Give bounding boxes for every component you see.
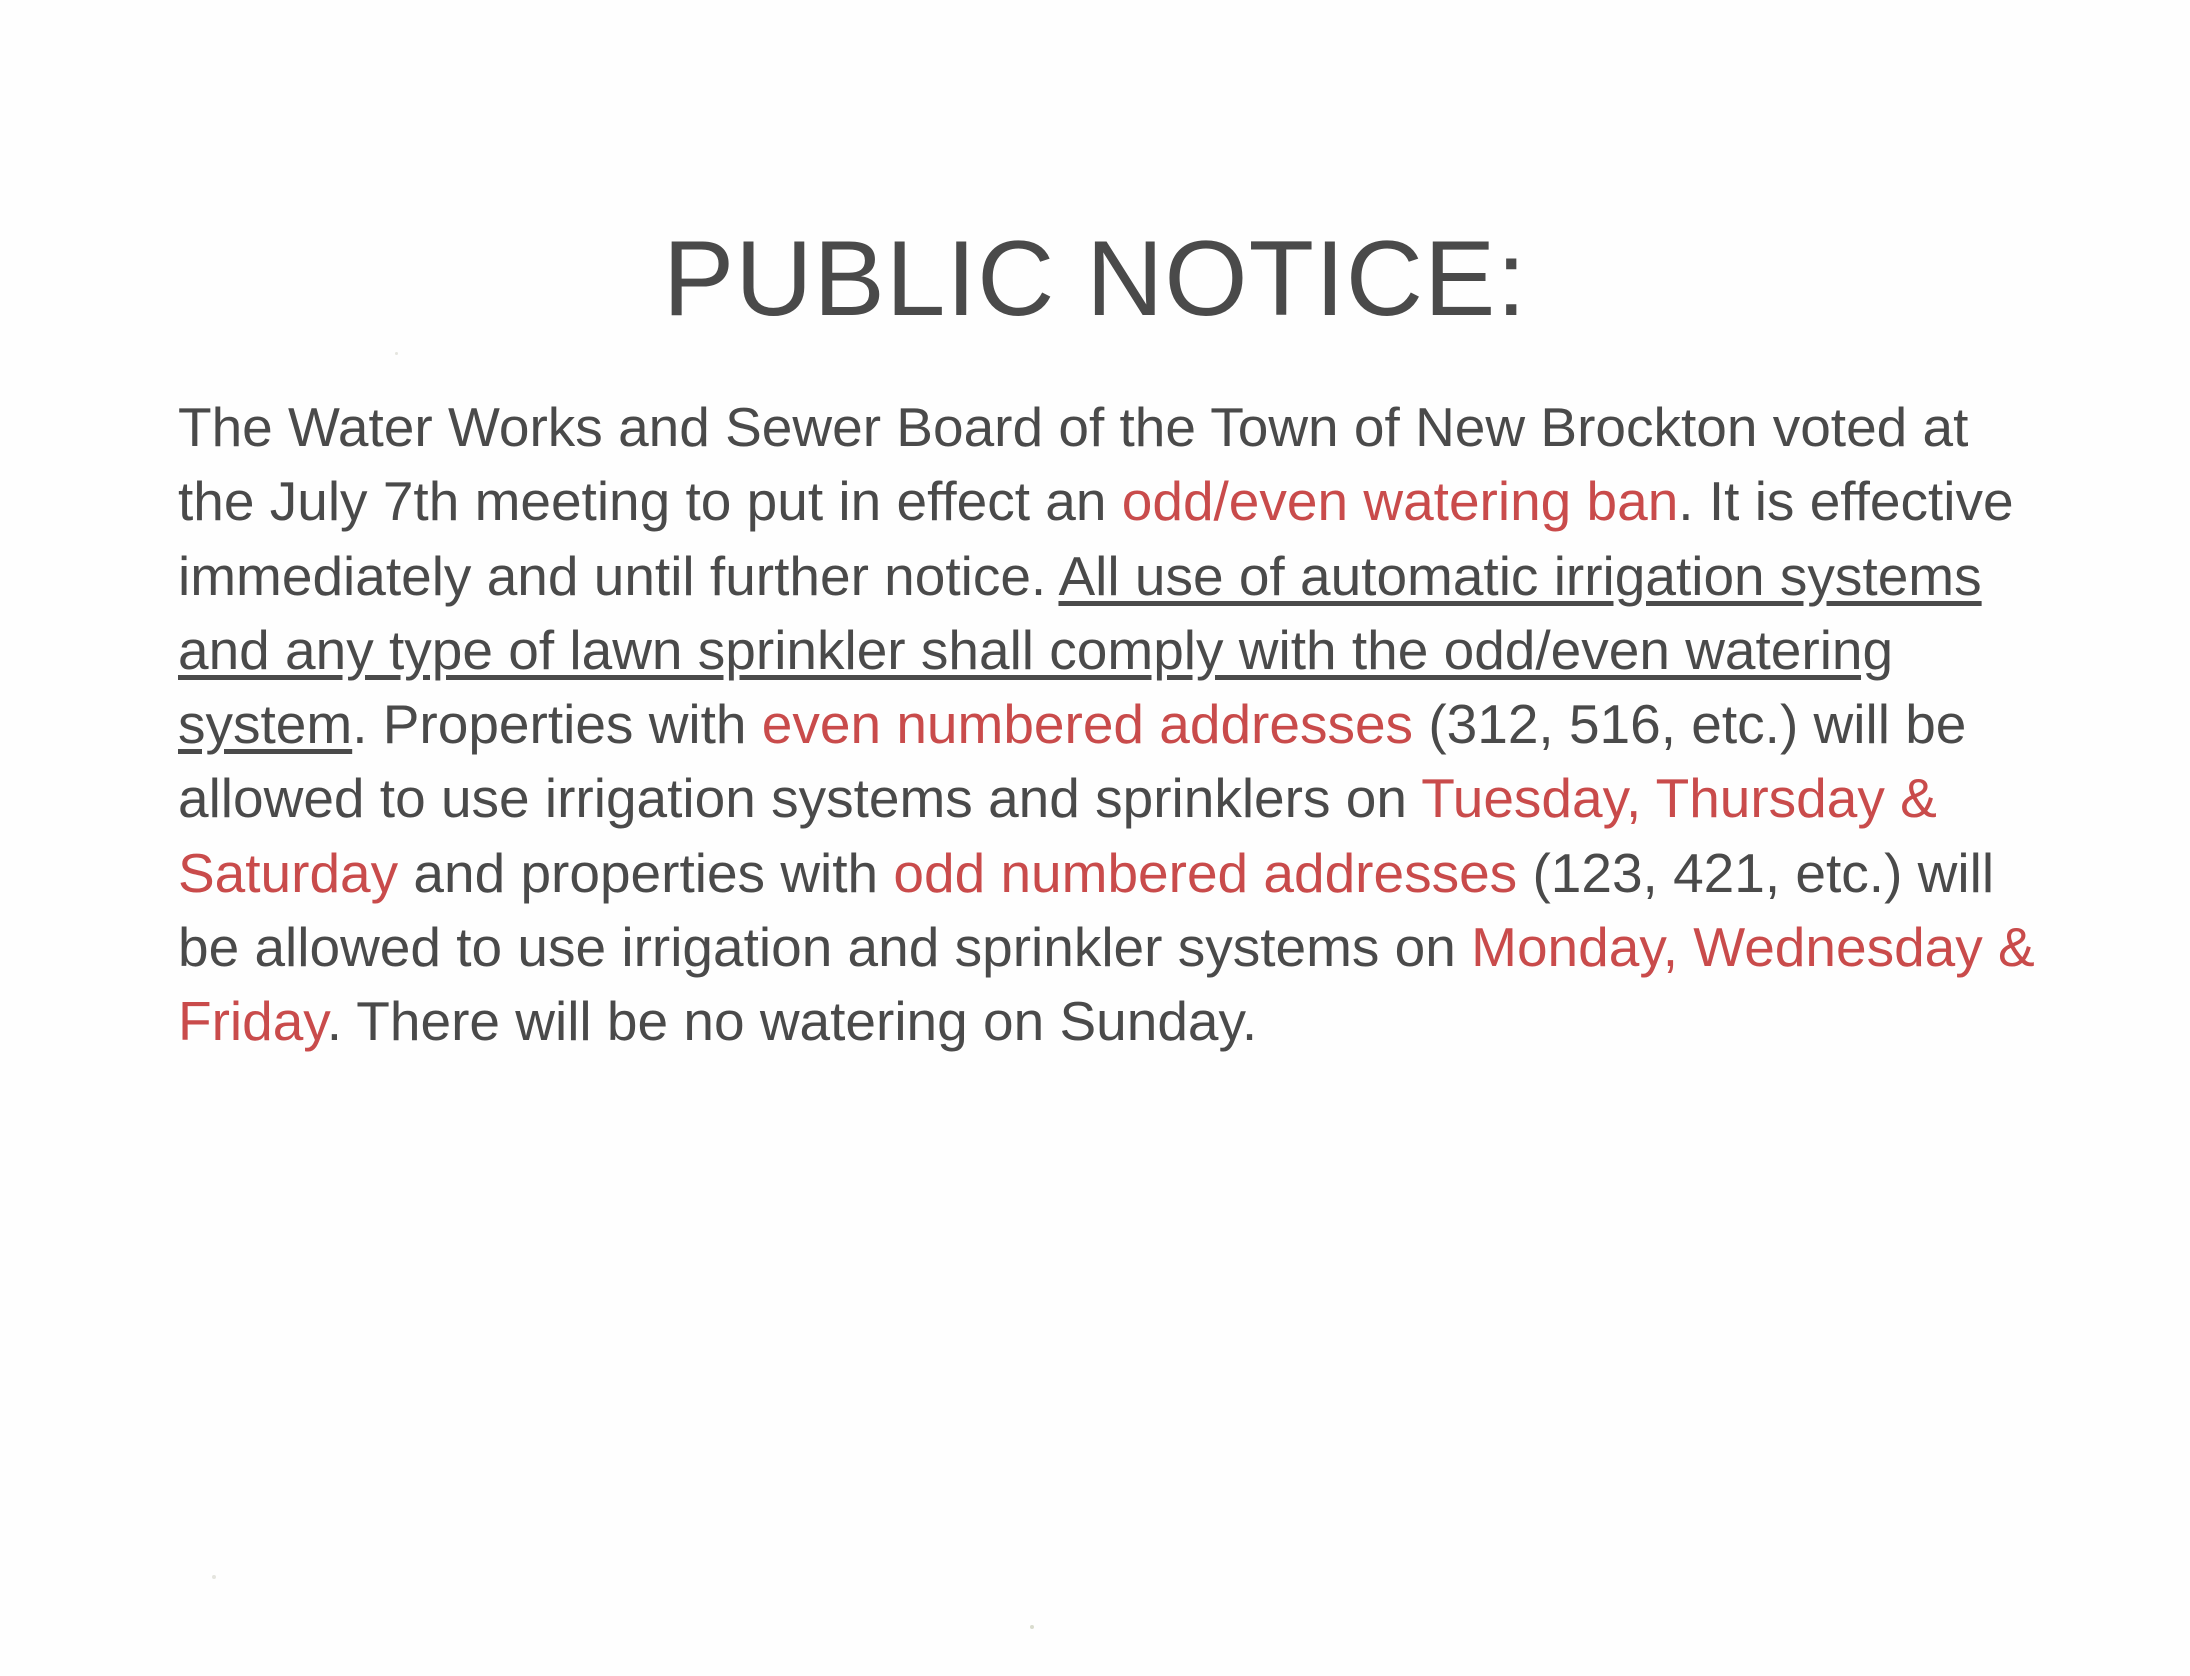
- body-segment-intro: The Water Works and Sewer Board of the Town of New Brockton voted at the July 7th meeting to put in effect an: [178, 396, 1969, 533]
- body-highlight-odd-addresses: odd numbered addresses: [893, 841, 1518, 904]
- body-highlight-watering-ban: odd/even watering ban: [1121, 470, 1679, 533]
- body-underlined-compliance: All use of automatic irrigation systems and any type of lawn sprinkler shall comply with the odd/even watering system: [178, 544, 1982, 755]
- body-highlight-even-days: Tuesday, Thursday & Saturday: [178, 767, 1937, 904]
- body-segment-and-properties: and properties with: [398, 841, 894, 904]
- body-segment-effective: . It is effective immediately and until further notice.: [178, 470, 2014, 607]
- body-highlight-odd-days: Monday, Wednesday & Friday: [178, 915, 2035, 1052]
- body-segment-even-examples: (312, 516, etc.) will be allowed to use irrigation systems and sprinklers on: [178, 693, 1967, 830]
- scan-speck: [395, 352, 398, 355]
- page-title: PUBLIC NOTICE:: [662, 217, 1528, 338]
- scan-speck: [212, 1575, 216, 1579]
- notice-body-text: [178, 390, 2058, 1058]
- scan-speck: [1030, 1625, 1034, 1629]
- body-highlight-even-addresses: even numbered addresses: [761, 693, 1414, 755]
- body-segment-properties: . Properties with: [352, 693, 762, 755]
- body-segment-sunday: . There will be no watering on Sunday.: [326, 990, 1258, 1052]
- body-segment-odd-examples: (123, 421, etc.) will be allowed to use irrigation and sprinkler systems on: [178, 841, 1995, 978]
